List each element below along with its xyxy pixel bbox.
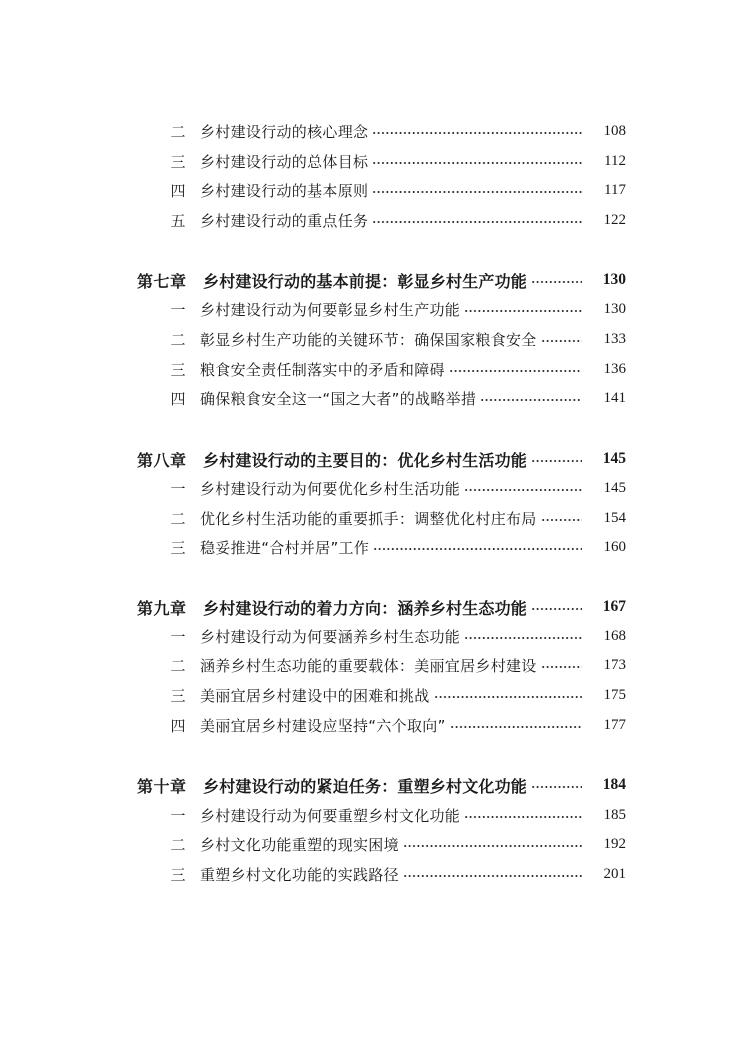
dot-leader (531, 460, 582, 462)
dot-leader (464, 310, 582, 312)
section-number: 三 (170, 538, 186, 557)
entry-title: 乡村文化功能重塑的现实困境 (200, 835, 399, 854)
toc-section-entry[interactable] (0, 621, 750, 651)
page-number: 145 (602, 450, 626, 467)
entry-title-with-leader (200, 805, 582, 826)
section-number: 二 (170, 330, 186, 349)
dot-leader (531, 786, 582, 788)
entry-title: 重塑乡村文化功能的实践路径 (200, 865, 399, 884)
page-number: 112 (604, 152, 626, 169)
toc-section-entry[interactable] (0, 294, 750, 324)
chapter-label: 第十章 (137, 776, 187, 796)
page-number: 177 (603, 716, 626, 733)
toc-chapter-entry[interactable] (0, 265, 750, 295)
entry-title: 乡村建设行动的重点任务 (200, 211, 369, 230)
toc-section-entry[interactable] (0, 116, 750, 146)
entry-title-with-leader (200, 655, 582, 676)
section-number: 四 (170, 181, 186, 200)
entry-title: 乡村建设行动的基本原则 (200, 181, 369, 200)
dot-leader (531, 281, 582, 283)
page-number: 117 (604, 181, 626, 198)
entry-title-with-leader (200, 834, 582, 855)
dot-leader (464, 489, 582, 491)
page-number: 184 (602, 776, 626, 793)
chapter-label: 第七章 (137, 271, 187, 291)
entry-title-with-leader (200, 388, 582, 409)
toc-chapter-entry[interactable] (0, 592, 750, 622)
entry-title: 稳妥推进“合村并居”工作 (200, 538, 370, 557)
page-number: 173 (603, 656, 626, 673)
page-number: 141 (603, 389, 626, 406)
page-number: 133 (603, 330, 626, 347)
entry-title: 美丽宜居乡村建设应坚持“六个取向” (200, 716, 446, 735)
entry-title-with-leader (200, 685, 582, 706)
page-number: 167 (602, 598, 626, 615)
entry-title-with-leader (200, 508, 582, 529)
dot-leader (403, 845, 582, 847)
entry-title-with-leader (203, 448, 582, 471)
toc-section-entry[interactable] (0, 800, 750, 830)
dot-leader (464, 637, 582, 639)
section-number: 一 (170, 479, 186, 498)
dot-leader (541, 666, 582, 668)
section-number: 四 (170, 716, 186, 735)
entry-title: 美丽宜居乡村建设中的困难和挑战 (200, 686, 430, 705)
entry-title-with-leader (200, 626, 582, 647)
dot-leader (464, 816, 582, 818)
entry-title-with-leader (200, 151, 582, 172)
entry-title-with-leader (200, 715, 582, 736)
entry-title: 乡村建设行动的基本前提：彰显乡村生产功能 (203, 271, 528, 291)
toc-section-entry[interactable] (0, 383, 750, 413)
dot-leader (372, 162, 582, 164)
toc-section-entry[interactable] (0, 175, 750, 205)
entry-title-with-leader (203, 596, 582, 619)
page-number: 130 (602, 271, 626, 288)
section-number: 三 (170, 152, 186, 171)
page-number: 108 (603, 122, 626, 139)
page-number: 168 (603, 627, 626, 644)
dot-leader (541, 340, 582, 342)
toc-section-entry[interactable] (0, 859, 750, 889)
entry-title: 粮食安全责任制落实中的矛盾和障碍 (200, 360, 445, 379)
page-number: 201 (603, 865, 626, 882)
dot-leader (403, 875, 582, 877)
entry-title: 涵养乡村生态功能的重要载体：美丽宜居乡村建设 (200, 656, 537, 675)
page-number: 175 (603, 686, 626, 703)
entry-title: 乡村建设行动的紧迫任务：重塑乡村文化功能 (203, 776, 528, 796)
entry-title: 乡村建设行动的着力方向：涵养乡村生态功能 (203, 598, 528, 618)
entry-title-with-leader (200, 210, 582, 231)
entry-title-with-leader (200, 864, 582, 885)
toc-section-entry[interactable] (0, 503, 750, 533)
entry-title-with-leader (200, 329, 582, 350)
section-number: 二 (170, 835, 186, 854)
dot-leader (372, 221, 582, 223)
entry-title: 优化乡村生活功能的重要抓手：调整优化村庄布局 (200, 509, 537, 528)
entry-title-with-leader (200, 121, 582, 142)
toc-section-entry[interactable] (0, 680, 750, 710)
page-number: 136 (603, 360, 626, 377)
toc-section-entry[interactable] (0, 710, 750, 740)
toc-chapter-entry[interactable] (0, 770, 750, 800)
toc-section-entry[interactable] (0, 650, 750, 680)
entry-title-with-leader (203, 774, 582, 797)
section-number: 一 (170, 627, 186, 646)
section-number: 一 (170, 300, 186, 319)
section-number: 三 (170, 360, 186, 379)
dot-leader (434, 696, 582, 698)
entry-title: 乡村建设行动为何要重塑乡村文化功能 (200, 806, 461, 825)
dot-leader (480, 399, 582, 401)
page-number: 185 (603, 806, 626, 823)
entry-title: 确保粮食安全这一“国之大者”的战略举措 (200, 389, 477, 408)
dot-leader (531, 608, 582, 610)
entry-title: 乡村建设行动的核心理念 (200, 122, 369, 141)
section-number: 二 (170, 509, 186, 528)
entry-title-with-leader (200, 359, 582, 380)
dot-leader (541, 519, 582, 521)
page-number: 154 (603, 509, 626, 526)
section-number: 二 (170, 122, 186, 141)
page-number: 145 (603, 479, 626, 496)
dot-leader (372, 191, 582, 193)
page-number: 160 (603, 538, 626, 555)
dot-leader (449, 370, 582, 372)
toc-section-entry[interactable] (0, 829, 750, 859)
section-number: 三 (170, 865, 186, 884)
entry-title: 乡村建设行动为何要优化乡村生活功能 (200, 479, 461, 498)
entry-title: 乡村建设行动为何要涵养乡村生态功能 (200, 627, 461, 646)
entry-title-with-leader (200, 299, 582, 320)
toc-section-entry[interactable] (0, 354, 750, 384)
entry-title-with-leader (203, 269, 582, 292)
entry-title-with-leader (200, 478, 582, 499)
entry-title: 乡村建设行动为何要彰显乡村生产功能 (200, 300, 461, 319)
entry-title-with-leader (200, 180, 582, 201)
chapter-label: 第九章 (137, 598, 187, 618)
section-number: 五 (170, 211, 186, 230)
page-number: 192 (603, 835, 626, 852)
dot-leader (372, 132, 582, 134)
toc-section-entry[interactable] (0, 324, 750, 354)
toc-section-entry[interactable] (0, 146, 750, 176)
dot-leader (373, 548, 582, 550)
chapter-label: 第八章 (137, 450, 187, 470)
toc-chapter-entry[interactable] (0, 444, 750, 474)
toc-section-entry[interactable] (0, 205, 750, 235)
entry-title: 乡村建设行动的主要目的：优化乡村生活功能 (203, 450, 528, 470)
entry-title: 乡村建设行动的总体目标 (200, 152, 369, 171)
page-number: 122 (603, 211, 626, 228)
entry-title-with-leader (200, 537, 582, 558)
section-number: 四 (170, 389, 186, 408)
toc-section-entry[interactable] (0, 532, 750, 562)
page-number: 130 (603, 300, 626, 317)
dot-leader (450, 726, 582, 728)
section-number: 三 (170, 686, 186, 705)
entry-title: 彰显乡村生产功能的关键环节：确保国家粮食安全 (200, 330, 537, 349)
section-number: 二 (170, 656, 186, 675)
toc-section-entry[interactable] (0, 473, 750, 503)
section-number: 一 (170, 806, 186, 825)
